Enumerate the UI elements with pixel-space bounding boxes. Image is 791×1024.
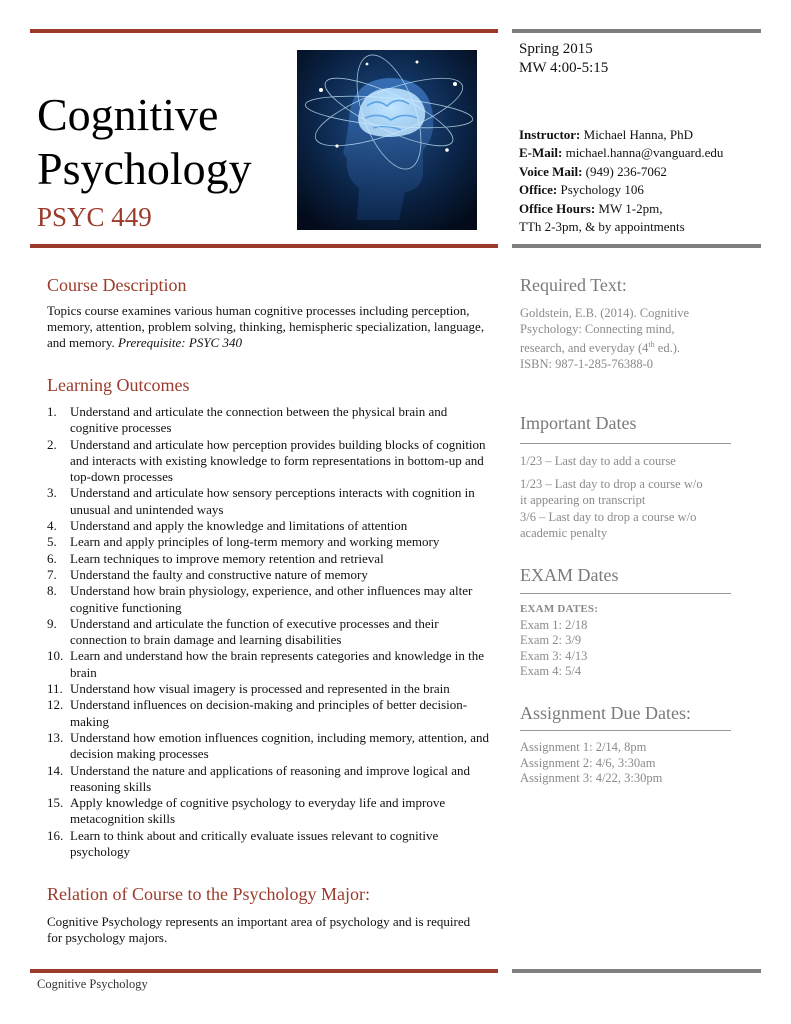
voicemail-label: Voice Mail: xyxy=(519,163,583,179)
exam-dates-divider xyxy=(520,593,731,594)
outcome-number: 15. xyxy=(47,795,64,811)
outcome-text: Learn to think about and critically evaluate issues relevant to cognitive psychology xyxy=(70,827,439,860)
semester: Spring 2015 xyxy=(519,41,593,57)
learning-outcome-item xyxy=(47,485,497,518)
instructor-name: Michael Hanna, PhD xyxy=(583,127,694,142)
office-location: Psychology 106 xyxy=(560,182,644,198)
course-description-text xyxy=(47,303,487,352)
prerequisite: Prerequisite: PSYC 340 xyxy=(118,335,242,351)
learning-outcome-item xyxy=(47,828,497,861)
relation-text: Cognitive Psychology represents an important area of psychology and is required for psychology majors. xyxy=(47,914,471,946)
required-text-body xyxy=(520,306,740,373)
page-title xyxy=(37,88,252,196)
semester-info xyxy=(519,40,608,78)
outcome-text: Learn techniques to improve memory retention and retrieval xyxy=(70,550,384,566)
outcome-number: 3. xyxy=(47,485,57,501)
header-bottom-rule-right xyxy=(512,244,761,248)
exam-dates-heading: EXAM Dates xyxy=(520,565,619,585)
title-line-1: Cognitive xyxy=(37,89,219,140)
learning-outcomes-heading: Learning Outcomes xyxy=(47,375,190,395)
outcome-number: 12. xyxy=(47,697,64,713)
email-label: E-Mail: xyxy=(519,145,563,161)
office-hours-row xyxy=(519,200,723,218)
required-text-line-1: Goldstein, E.B. (2014). Cognitive xyxy=(520,306,690,320)
learning-outcome-item xyxy=(47,763,497,796)
outcome-text: Understand the faulty and constructive nature of memory xyxy=(70,566,368,582)
outcome-number: 13. xyxy=(47,729,64,745)
outcome-number: 11. xyxy=(47,681,63,697)
learning-outcome-item xyxy=(47,681,497,697)
edition-suffix: ed.). xyxy=(654,341,680,356)
course-description-body: Topics course examines various human cognitive processes including perception, memory, attention, problem solving, thinking, hemispheric specialization, language, and memory. xyxy=(47,303,485,351)
outcome-text: Understand how emotion influences cognition, including memory, attention, and decision making processes xyxy=(70,729,490,762)
important-date-3-line-1: 3/6 – Last day to drop a course w/o xyxy=(520,510,697,524)
learning-outcome-item xyxy=(47,534,497,550)
learning-outcome-item xyxy=(47,404,497,437)
outcome-text: Learn and apply principles of long-term memory and working memory xyxy=(70,534,440,550)
outcome-number: 10. xyxy=(47,648,64,664)
assignment-dates-divider xyxy=(520,730,731,731)
title-line-2: Psychology xyxy=(37,143,252,194)
learning-outcome-item xyxy=(47,518,497,534)
outcome-number: 8. xyxy=(47,583,57,599)
outcome-number: 9. xyxy=(47,615,57,631)
outcome-text: Learn and understand how the brain represents categories and knowledge in the brain xyxy=(70,648,485,680)
outcome-number: 2. xyxy=(47,436,57,452)
learning-outcome-item xyxy=(47,616,497,649)
assignment-3: Assignment 3: 4/22, 3:30pm xyxy=(520,771,663,786)
outcome-text: Understand and articulate how sensory perceptions interacts with cognition in unusual and unintended ways xyxy=(70,485,475,517)
email-row xyxy=(519,144,723,162)
outcome-number: 14. xyxy=(47,762,64,778)
learning-outcome-item xyxy=(47,730,497,763)
office-hours-label: Office Hours: xyxy=(519,200,596,216)
learning-outcome-item xyxy=(47,648,497,681)
office-hours-row-2: TTh 2-3pm, & by appointments xyxy=(519,219,685,235)
outcome-text: Understand influences on decision-making and principles of better decision-making xyxy=(70,697,468,729)
header-top-rule-right xyxy=(512,29,761,33)
important-date-3 xyxy=(520,510,740,541)
important-date-2-line-2: it appearing on transcript xyxy=(520,492,646,507)
course-description-heading: Course Description xyxy=(47,275,187,295)
instructor-label: Instructor: xyxy=(519,127,581,142)
email-address[interactable]: michael.hanna@vanguard.edu xyxy=(565,145,724,161)
outcome-number: 4. xyxy=(47,518,57,534)
exam-dates-subheading: EXAM DATES: xyxy=(520,603,599,615)
required-text-heading: Required Text: xyxy=(520,275,627,295)
footer-text: Cognitive Psychology xyxy=(37,977,148,991)
office-label: Office: xyxy=(519,182,558,198)
outcome-number: 16. xyxy=(47,827,64,843)
learning-outcome-item xyxy=(47,795,497,828)
outcome-number: 7. xyxy=(47,566,57,582)
course-code: PSYC 449 xyxy=(37,202,152,232)
exam-4: Exam 4: 5/4 xyxy=(520,664,582,679)
outcome-text: Apply knowledge of cognitive psychology to everyday life and improve metacognition skills xyxy=(70,795,446,827)
important-date-3-line-2: academic penalty xyxy=(520,525,608,540)
assignment-2: Assignment 2: 4/6, 3:30am xyxy=(520,755,656,770)
brain-illustration xyxy=(297,50,477,230)
edition-superscript: th xyxy=(648,340,655,350)
assignment-dates-list xyxy=(520,740,740,787)
outcome-text: Understand and articulate the function of executive processes and their connection to brain damage and learning disabilities xyxy=(70,615,439,648)
header-top-rule-left xyxy=(30,29,498,33)
important-date-2-line-1: 1/23 – Last day to drop a course w/o xyxy=(520,477,703,491)
voicemail-number: (949) 236-7062 xyxy=(585,163,667,179)
outcome-text: Understand how brain physiology, experience, and other influences may alter cognitive functioning xyxy=(70,583,473,615)
required-text-line-3 xyxy=(520,337,740,357)
learning-outcomes-list xyxy=(47,404,497,860)
voicemail-row xyxy=(519,163,723,181)
exam-3: Exam 3: 4/13 xyxy=(520,648,588,663)
required-text-line-2: Psychology: Connecting mind, xyxy=(520,321,675,336)
learning-outcome-item xyxy=(47,583,497,616)
outcome-text: Understand and apply the knowledge and limitations of attention xyxy=(70,518,408,534)
contact-info xyxy=(519,126,723,236)
assignment-dates-heading: Assignment Due Dates: xyxy=(520,703,691,723)
learning-outcome-item xyxy=(47,567,497,583)
important-date-1: 1/23 – Last day to add a course xyxy=(520,454,676,468)
assignment-1: Assignment 1: 2/14, 8pm xyxy=(520,740,647,754)
learning-outcome-item xyxy=(47,437,497,486)
learning-outcome-item xyxy=(47,551,497,567)
exam-dates-list xyxy=(520,602,740,680)
outcome-text: Understand and articulate the connection between the physical brain and cognitive processes xyxy=(70,404,448,436)
exam-1: Exam 1: 2/18 xyxy=(520,617,588,632)
outcome-number: 5. xyxy=(47,534,57,550)
important-dates-divider xyxy=(520,443,731,444)
exam-2: Exam 2: 3/9 xyxy=(520,633,582,648)
schedule: MW 4:00-5:15 xyxy=(519,60,609,76)
outcome-text: Understand how visual imagery is processed and represented in the brain xyxy=(70,681,450,697)
important-dates-heading: Important Dates xyxy=(520,413,637,433)
learning-outcome-item xyxy=(47,697,497,730)
outcome-text: Understand and articulate how perception provides building blocks of cognition and interacts with existing knowledge to form representations in bottom-up and top-down processes xyxy=(70,436,486,485)
outcome-number: 1. xyxy=(47,404,57,419)
important-date-2 xyxy=(520,477,740,508)
header-bottom-rule-left xyxy=(30,244,498,248)
edition-prefix: research, and everyday (4 xyxy=(520,341,649,356)
outcome-number: 6. xyxy=(47,550,57,566)
footer-rule-right xyxy=(512,969,761,973)
relation-heading: Relation of Course to the Psychology Major: xyxy=(47,884,370,904)
instructor-row xyxy=(519,126,723,144)
office-row xyxy=(519,181,723,199)
office-hours-1: MW 1-2pm, xyxy=(598,200,663,216)
outcome-text: Understand the nature and applications of reasoning and improve logical and reasoning skills xyxy=(70,762,470,794)
isbn: ISBN: 987-1-285-76388-0 xyxy=(520,356,653,371)
footer-rule-left xyxy=(30,969,498,973)
